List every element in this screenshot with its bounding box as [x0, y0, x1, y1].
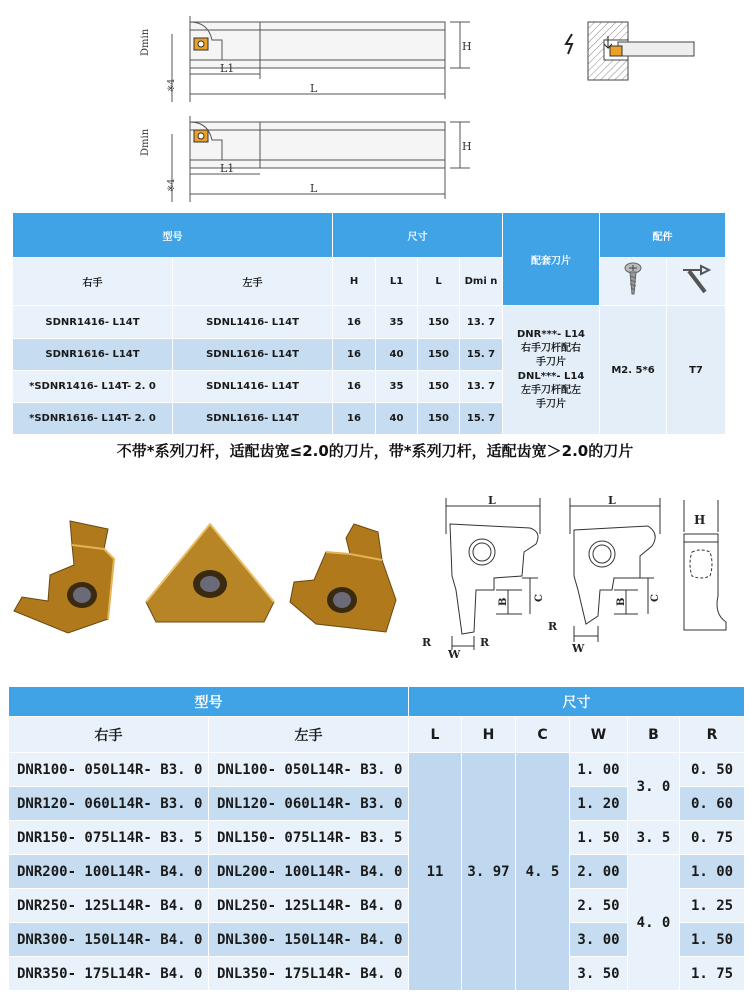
group-model: 型号 [13, 213, 333, 258]
svg-text:R: R [422, 636, 432, 649]
blade-line: 左手刀杆配左 [521, 385, 581, 396]
table-row: DNR250- 125L14R- B4. 0 [9, 889, 209, 923]
svg-text:※4: ※4 [167, 78, 177, 92]
cell-left: SDNL1616- L14T [173, 403, 333, 435]
cell-b: 3. 0 [628, 753, 680, 821]
table-row: DNR100- 050L14R- B3. 0 [9, 753, 209, 787]
svg-text:W: W [572, 642, 585, 655]
cell-dmin: 13. 7 [460, 371, 503, 403]
insert-photo-left [286, 520, 401, 635]
cell-left: DNL300- 150L14R- B4. 0 [209, 923, 409, 957]
svg-text:L1: L1 [220, 162, 235, 175]
blade-line: 右手刀杆配右 [521, 343, 581, 354]
blade-line: 手刀片 [536, 357, 566, 368]
svg-text:L1: L1 [220, 62, 235, 75]
svg-text:L: L [310, 82, 318, 95]
torx-key-icon [667, 258, 726, 306]
cell-r: 1. 50 [680, 923, 745, 957]
cell-w: 2. 00 [570, 855, 628, 889]
compatibility-note: 不带*系列刀杆，适配齿宽≤2.0的刀片，带*系列刀杆，适配齿宽＞2.0的刀片 [116, 442, 634, 460]
insert-table [8, 686, 745, 991]
col-left: 左手 [173, 258, 333, 306]
col-h: H [333, 258, 376, 306]
cell-left: SDNL1616- L14T [173, 339, 333, 371]
workpiece-illustration [560, 14, 700, 84]
col-h: H [462, 717, 516, 753]
cell-l: 150 [418, 339, 460, 371]
insert-drawing-right [412, 486, 552, 661]
holder-drawing-left [130, 104, 475, 204]
cell-left: SDNL1416- L14T [173, 306, 333, 339]
group-blade: 配套刀片 [503, 213, 600, 306]
blade-match [503, 306, 600, 435]
svg-text:R: R [480, 636, 490, 649]
cell-w: 2. 50 [570, 889, 628, 923]
group-parts: 配件 [600, 213, 726, 258]
table-row: DNR350- 175L14R- B4. 0 [9, 957, 209, 991]
cell-left: DNL250- 125L14R- B4. 0 [209, 889, 409, 923]
table-row: DNR120- 060L14R- B3. 0 [9, 787, 209, 821]
group-model: 型号 [9, 687, 409, 717]
table-row: DNR200- 100L14R- B4. 0 [9, 855, 209, 889]
cell-h: 16 [333, 371, 376, 403]
insert-drawing-side [670, 496, 740, 636]
cell-left: DNL120- 060L14R- B3. 0 [209, 787, 409, 821]
insert-photo-right [8, 515, 128, 635]
cell-dmin: 15. 7 [460, 403, 503, 435]
cell-h: 16 [333, 306, 376, 339]
col-l: L [418, 258, 460, 306]
key-spec: T7 [667, 306, 726, 435]
cell-c-merged: 4. 5 [516, 753, 570, 991]
svg-text:※4: ※4 [167, 178, 177, 192]
cell-r: 1. 75 [680, 957, 745, 991]
svg-text:Dmin: Dmin [140, 128, 151, 156]
cell-w: 3. 00 [570, 923, 628, 957]
col-l: L [409, 717, 462, 753]
cell-dmin: 13. 7 [460, 306, 503, 339]
col-right: 右手 [13, 258, 173, 306]
screw-icon [600, 258, 667, 306]
cell-l1: 35 [376, 371, 418, 403]
blade-line: DNL***- L14 [517, 371, 585, 382]
cell-r: 0. 75 [680, 821, 745, 855]
cell-left: SDNL1416- L14T [173, 371, 333, 403]
svg-text:W: W [448, 648, 461, 661]
svg-text:H: H [462, 40, 472, 53]
table-row: DNR150- 075L14R- B3. 5 [9, 821, 209, 855]
col-c: C [516, 717, 570, 753]
cell-h: 16 [333, 403, 376, 435]
svg-text:L: L [310, 182, 318, 195]
holder-table [12, 212, 726, 435]
svg-text:B: B [498, 597, 509, 606]
cell-h-merged: 3. 97 [462, 753, 516, 991]
cell-w: 1. 20 [570, 787, 628, 821]
cell-w: 1. 00 [570, 753, 628, 787]
cell-left: DNL150- 075L14R- B3. 5 [209, 821, 409, 855]
col-b: B [628, 717, 680, 753]
cell-left: DNL200- 100L14R- B4. 0 [209, 855, 409, 889]
cell-left: DNL350- 175L14R- B4. 0 [209, 957, 409, 991]
cell-l-merged: 11 [409, 753, 462, 991]
col-dmin: Dmi n [460, 258, 503, 306]
svg-text:H: H [694, 513, 706, 527]
table-row: DNR300- 150L14R- B4. 0 [9, 923, 209, 957]
svg-text:C: C [650, 594, 661, 602]
svg-text:Dmin: Dmin [140, 28, 151, 56]
col-w: W [570, 717, 628, 753]
table-row: SDNR1616- L14T [13, 339, 173, 371]
svg-text:H: H [462, 140, 472, 153]
cell-l1: 40 [376, 339, 418, 371]
insert-drawing-left [544, 486, 669, 661]
cell-r: 1. 25 [680, 889, 745, 923]
group-size: 尺寸 [333, 213, 503, 258]
col-left: 左手 [209, 717, 409, 753]
svg-text:L: L [608, 494, 616, 507]
svg-text:R: R [548, 620, 558, 633]
cell-w: 1. 50 [570, 821, 628, 855]
cell-b: 4. 0 [628, 855, 680, 991]
cell-left: DNL100- 050L14R- B3. 0 [209, 753, 409, 787]
cell-b: 3. 5 [628, 821, 680, 855]
table-row: *SDNR1616- L14T- 2. 0 [13, 403, 173, 435]
cell-h: 16 [333, 339, 376, 371]
svg-text:L: L [488, 494, 496, 507]
holder-drawing-right [130, 4, 475, 104]
table-row: SDNR1416- L14T [13, 306, 173, 339]
blade-line: 手刀片 [536, 399, 566, 410]
cell-dmin: 15. 7 [460, 339, 503, 371]
insert-photo-front [140, 518, 280, 633]
svg-text:B: B [616, 597, 627, 606]
cell-l1: 40 [376, 403, 418, 435]
cell-l: 150 [418, 371, 460, 403]
col-right: 右手 [9, 717, 209, 753]
cell-l: 150 [418, 403, 460, 435]
blade-line: DNR***- L14 [517, 329, 585, 340]
table-row: *SDNR1416- L14T- 2. 0 [13, 371, 173, 403]
screw-spec: M2. 5*6 [600, 306, 667, 435]
col-l1: L1 [376, 258, 418, 306]
cell-r: 0. 50 [680, 753, 745, 787]
cell-r: 1. 00 [680, 855, 745, 889]
col-r: R [680, 717, 745, 753]
cell-l1: 35 [376, 306, 418, 339]
svg-text:C: C [534, 594, 545, 602]
cell-r: 0. 60 [680, 787, 745, 821]
cell-w: 3. 50 [570, 957, 628, 991]
cell-l: 150 [418, 306, 460, 339]
group-size: 尺寸 [409, 687, 745, 717]
